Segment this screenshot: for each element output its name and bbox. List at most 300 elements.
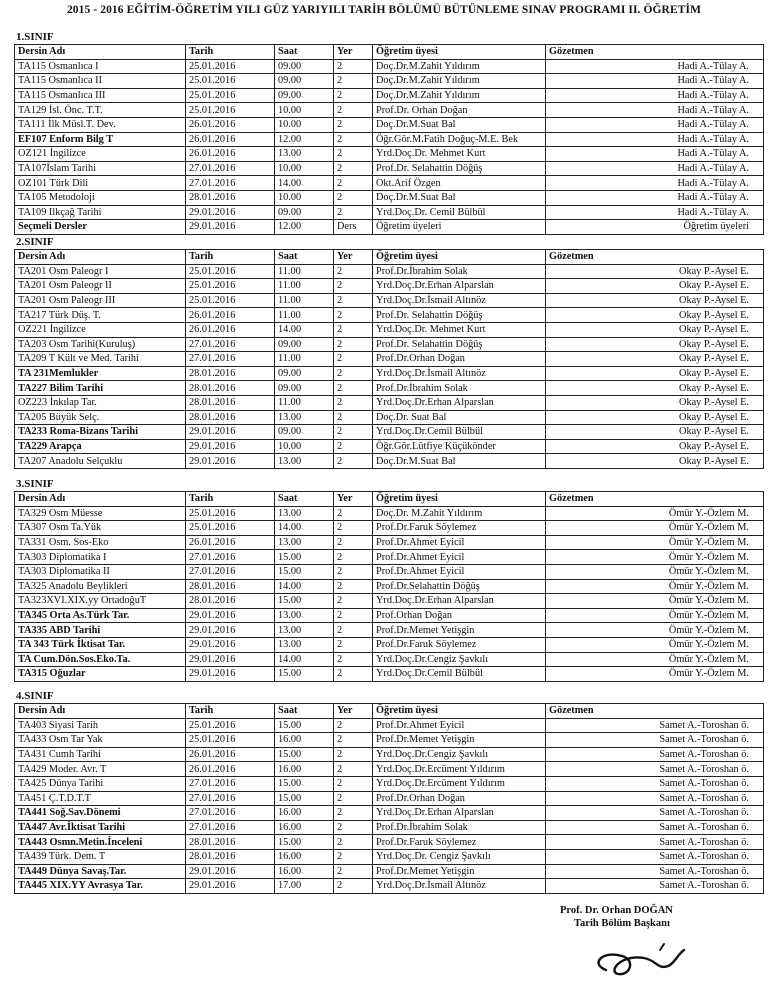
date-cell: 26.01.2016 [186, 322, 275, 337]
room-cell: 2 [334, 776, 373, 791]
date-cell: 26.01.2016 [186, 132, 275, 147]
room-cell: 2 [334, 103, 373, 118]
proctor-cell: Ömür Y.-Özlem M. [546, 652, 764, 667]
time-cell: 13.00 [275, 608, 334, 623]
time-cell: 14.00 [275, 652, 334, 667]
course-cell: TA105 Metodoloji [15, 190, 186, 205]
room-cell: 2 [334, 322, 373, 337]
date-cell: 27.01.2016 [186, 352, 275, 367]
room-cell: 2 [334, 835, 373, 850]
proctor-cell: Hadi A.-Tülay A. [546, 190, 764, 205]
room-cell: Ders [334, 220, 373, 235]
course-cell: Seçmeli Dersler [15, 220, 186, 235]
course-cell: TA201 Osm Paleogr III [15, 293, 186, 308]
column-header: Saat [275, 492, 334, 507]
table-row [15, 849, 764, 864]
instructor-cell: Prof.Dr.Orhan Doğan [373, 352, 546, 367]
table-row [15, 366, 764, 381]
schedule-table [14, 491, 764, 682]
time-cell: 11.00 [275, 395, 334, 410]
course-cell: TA323XVI.XIX.yy OrtadoğuT [15, 594, 186, 609]
proctor-cell: Ömür Y.-Özlem M. [546, 521, 764, 536]
section-3 [14, 478, 754, 682]
course-cell: TA201 Osm Paleogr II [15, 279, 186, 294]
proctor-cell: Okay P.-Aysel E. [546, 439, 764, 454]
date-cell: 26.01.2016 [186, 117, 275, 132]
proctor-cell: Samet A.-Toroshan ö. [546, 806, 764, 821]
table-row [15, 220, 764, 235]
date-cell: 27.01.2016 [186, 806, 275, 821]
instructor-cell: Prof.Dr.Memet Yetişgin [373, 733, 546, 748]
table-row [15, 594, 764, 609]
table-row [15, 439, 764, 454]
instructor-cell: Doç.Dr.M.Zahit Yıldırım [373, 88, 546, 103]
table-row [15, 864, 764, 879]
instructor-cell: Prof.Dr.Memet Yetişgin [373, 864, 546, 879]
course-cell: TA203 Osm Tarihi(Kuruluş) [15, 337, 186, 352]
instructor-cell: Yrd.Doç.Dr.Ercüment Yıldırım [373, 776, 546, 791]
proctor-cell: Okay P.-Aysel E. [546, 381, 764, 396]
date-cell: 25.01.2016 [186, 279, 275, 294]
section-label: 2.SINIF [16, 236, 54, 248]
proctor-cell: Öğretim üyeleri [546, 220, 764, 235]
room-cell: 2 [334, 439, 373, 454]
table-row [15, 59, 764, 74]
signature-block [560, 904, 690, 984]
schedule-table [14, 44, 764, 235]
table-row [15, 308, 764, 323]
proctor-cell: Hadi A.-Tülay A. [546, 88, 764, 103]
instructor-cell: Doç.Dr. Suat Bal [373, 410, 546, 425]
table-row [15, 506, 764, 521]
proctor-cell: Okay P.-Aysel E. [546, 366, 764, 381]
proctor-cell: Okay P.-Aysel E. [546, 425, 764, 440]
room-cell: 2 [334, 205, 373, 220]
course-cell: TA209 T Kült ve Med. Tarihi [15, 352, 186, 367]
room-cell: 2 [334, 176, 373, 191]
table-row [15, 147, 764, 162]
room-cell: 2 [334, 608, 373, 623]
proctor-cell: Hadi A.-Tülay A. [546, 59, 764, 74]
section-2 [14, 236, 754, 469]
table-row [15, 747, 764, 762]
course-cell: OZ121 İngilizce [15, 147, 186, 162]
proctor-cell: Hadi A.-Tülay A. [546, 117, 764, 132]
proctor-cell: Hadi A.-Tülay A. [546, 74, 764, 89]
instructor-cell: Prof.Dr. Selahattin Döğüş [373, 337, 546, 352]
table-row [15, 264, 764, 279]
course-cell: TA303 Diplomatika I [15, 550, 186, 565]
proctor-cell: Samet A.-Toroshan ö. [546, 879, 764, 894]
course-cell: TA Cum.Dön.Sos.Eko.Ta. [15, 652, 186, 667]
room-cell: 2 [334, 864, 373, 879]
date-cell: 28.01.2016 [186, 835, 275, 850]
time-cell: 09.00 [275, 381, 334, 396]
table-row [15, 425, 764, 440]
date-cell: 27.01.2016 [186, 161, 275, 176]
proctor-cell: Ömür Y.-Özlem M. [546, 579, 764, 594]
proctor-cell: Ömür Y.-Özlem M. [546, 608, 764, 623]
table-row [15, 161, 764, 176]
proctor-cell: Okay P.-Aysel E. [546, 279, 764, 294]
course-cell: TA429 Moder. Avr. T [15, 762, 186, 777]
time-cell: 13.00 [275, 623, 334, 638]
date-cell: 26.01.2016 [186, 762, 275, 777]
instructor-cell: Prof.Dr. Selahattin Döğüş [373, 308, 546, 323]
instructor-cell: Yrd.Doç.Dr. Cemil Bülbül [373, 205, 546, 220]
course-cell: EF107 Enform Bilg T [15, 132, 186, 147]
course-cell: TA441 Soğ.Sav.Dönemi [15, 806, 186, 821]
date-cell: 26.01.2016 [186, 535, 275, 550]
proctor-cell: Samet A.-Toroshan ö. [546, 718, 764, 733]
course-cell: TA449 Dünya Savaş.Tar. [15, 864, 186, 879]
instructor-cell: Prof.Dr.Ahmet Eyicil [373, 718, 546, 733]
room-cell: 2 [334, 352, 373, 367]
table-header-row [15, 704, 764, 719]
time-cell: 10.00 [275, 161, 334, 176]
column-header: Tarih [186, 45, 275, 60]
column-header: Yer [334, 492, 373, 507]
column-header: Öğretim üyesi [373, 45, 546, 60]
date-cell: 28.01.2016 [186, 366, 275, 381]
column-header: Saat [275, 704, 334, 719]
table-row [15, 820, 764, 835]
instructor-cell: Yrd.Doç.Dr. Cengiz Şavkılı [373, 849, 546, 864]
table-row [15, 176, 764, 191]
date-cell: 28.01.2016 [186, 594, 275, 609]
proctor-cell: Samet A.-Toroshan ö. [546, 820, 764, 835]
time-cell: 14.00 [275, 322, 334, 337]
signature-role: Tarih Bölüm Başkanı [574, 918, 670, 929]
instructor-cell: Prof.Dr. Orhan Doğan [373, 103, 546, 118]
table-row [15, 293, 764, 308]
time-cell: 16.00 [275, 849, 334, 864]
instructor-cell: Doç.Dr.M.Zahit Yıldırım [373, 74, 546, 89]
proctor-cell: Hadi A.-Tülay A. [546, 132, 764, 147]
instructor-cell: Yrd.Doç.Dr.Erhan Alparslan [373, 806, 546, 821]
proctor-cell: Ömür Y.-Özlem M. [546, 637, 764, 652]
table-row [15, 718, 764, 733]
date-cell: 25.01.2016 [186, 506, 275, 521]
course-cell: OZ221 İngilizce [15, 322, 186, 337]
instructor-cell: Doç.Dr.M.Suat Bal [373, 454, 546, 469]
column-header: Tarih [186, 704, 275, 719]
date-cell: 29.01.2016 [186, 608, 275, 623]
time-cell: 15.00 [275, 550, 334, 565]
room-cell: 2 [334, 395, 373, 410]
proctor-cell: Samet A.-Toroshan ö. [546, 849, 764, 864]
instructor-cell: Prof.Dr.Faruk Söylemez [373, 637, 546, 652]
time-cell: 15.00 [275, 776, 334, 791]
course-cell: TA207 Anadolu Selçuklu [15, 454, 186, 469]
date-cell: 29.01.2016 [186, 220, 275, 235]
course-cell: TA115 Osmanlıca I [15, 59, 186, 74]
room-cell: 2 [334, 652, 373, 667]
time-cell: 09.00 [275, 366, 334, 381]
table-row [15, 608, 764, 623]
instructor-cell: Yrd.Doç.Dr.Erhan Alparslan [373, 279, 546, 294]
course-cell: TA109 Ilkçağ Tarihi [15, 205, 186, 220]
time-cell: 16.00 [275, 806, 334, 821]
column-header: Öğretim üyesi [373, 250, 546, 265]
time-cell: 12.00 [275, 220, 334, 235]
time-cell: 14.00 [275, 521, 334, 536]
instructor-cell: Prof.Dr.İbrahim Solak [373, 264, 546, 279]
date-cell: 25.01.2016 [186, 718, 275, 733]
room-cell: 2 [334, 264, 373, 279]
course-cell: TA 343 Türk İktisat Tar. [15, 637, 186, 652]
course-cell: TA129 İsl. Önc. T.T. [15, 103, 186, 118]
instructor-cell: Yrd.Doç.Dr.İsmail Altınöz [373, 293, 546, 308]
time-cell: 09.00 [275, 425, 334, 440]
room-cell: 2 [334, 849, 373, 864]
proctor-cell: Okay P.-Aysel E. [546, 395, 764, 410]
time-cell: 13.00 [275, 506, 334, 521]
column-header: Dersin Adı [15, 45, 186, 60]
date-cell: 25.01.2016 [186, 59, 275, 74]
room-cell: 2 [334, 74, 373, 89]
date-cell: 29.01.2016 [186, 425, 275, 440]
column-header: Gözetmen [546, 250, 764, 265]
table-row [15, 205, 764, 220]
time-cell: 11.00 [275, 264, 334, 279]
date-cell: 29.01.2016 [186, 637, 275, 652]
table-row [15, 88, 764, 103]
time-cell: 15.00 [275, 791, 334, 806]
table-header-row [15, 45, 764, 60]
column-header: Öğretim üyesi [373, 704, 546, 719]
table-row [15, 791, 764, 806]
time-cell: 11.00 [275, 279, 334, 294]
room-cell: 2 [334, 279, 373, 294]
column-header: Yer [334, 45, 373, 60]
date-cell: 28.01.2016 [186, 190, 275, 205]
time-cell: 09.00 [275, 59, 334, 74]
room-cell: 2 [334, 667, 373, 682]
course-cell: TA451 Ç.T.D.T.T [15, 791, 186, 806]
course-cell: TA335 ABD Tarihi [15, 623, 186, 638]
table-header-row [15, 250, 764, 265]
date-cell: 25.01.2016 [186, 88, 275, 103]
proctor-cell: Ömür Y.-Özlem M. [546, 550, 764, 565]
proctor-cell: Okay P.-Aysel E. [546, 322, 764, 337]
course-cell: TA229 Arapça [15, 439, 186, 454]
proctor-cell: Okay P.-Aysel E. [546, 308, 764, 323]
date-cell: 29.01.2016 [186, 439, 275, 454]
instructor-cell: Yrd.Doç.Dr.Cemil Bülbül [373, 425, 546, 440]
proctor-cell: Okay P.-Aysel E. [546, 293, 764, 308]
date-cell: 26.01.2016 [186, 308, 275, 323]
course-cell: TA107İslam Tarihi [15, 161, 186, 176]
course-cell: TA325 Anadolu Beylikleri [15, 579, 186, 594]
room-cell: 2 [334, 791, 373, 806]
time-cell: 16.00 [275, 864, 334, 879]
time-cell: 11.00 [275, 352, 334, 367]
room-cell: 2 [334, 161, 373, 176]
instructor-cell: Prof.Dr. Selahattin Döğüş [373, 161, 546, 176]
instructor-cell: Prof.Dr.Memet Yetişgin [373, 623, 546, 638]
proctor-cell: Samet A.-Toroshan ö. [546, 791, 764, 806]
time-cell: 16.00 [275, 733, 334, 748]
room-cell: 2 [334, 564, 373, 579]
table-row [15, 762, 764, 777]
instructor-cell: Prof.Orhan Doğan [373, 608, 546, 623]
date-cell: 27.01.2016 [186, 820, 275, 835]
instructor-cell: Doç.Dr.M.Suat Bal [373, 117, 546, 132]
column-header: Saat [275, 45, 334, 60]
room-cell: 2 [334, 535, 373, 550]
handwritten-signature-icon [560, 940, 690, 984]
instructor-cell: Prof.Dr.Ahmet Eyicil [373, 550, 546, 565]
course-cell: TA403 Siyasi Tarih [15, 718, 186, 733]
column-header: Dersin Adı [15, 492, 186, 507]
page-title: 2015 - 2016 EĞİTİM-ÖĞRETİM YILI GÜZ YARIYILI TARİH BÖLÜMÜ BÜTÜNLEME SINAV PROGRAMI II. ÖĞRETİM [66, 4, 702, 16]
date-cell: 25.01.2016 [186, 74, 275, 89]
instructor-cell: Prof.Dr.Selahattin Döğüş [373, 579, 546, 594]
column-header: Yer [334, 250, 373, 265]
room-cell: 2 [334, 637, 373, 652]
column-header: Gözetmen [546, 45, 764, 60]
course-cell: TA303 Diplomatika II [15, 564, 186, 579]
proctor-cell: Okay P.-Aysel E. [546, 454, 764, 469]
table-row [15, 74, 764, 89]
time-cell: 09.00 [275, 74, 334, 89]
proctor-cell: Samet A.-Toroshan ö. [546, 747, 764, 762]
course-cell: TA443 Osmn.Metin.İnceleni [15, 835, 186, 850]
time-cell: 14.00 [275, 176, 334, 191]
signature-name: Prof. Dr. Orhan DOĞAN [560, 905, 673, 916]
course-cell: TA201 Osm Paleogr I [15, 264, 186, 279]
proctor-cell: Samet A.-Toroshan ö. [546, 776, 764, 791]
instructor-cell: Doç.Dr.M.Suat Bal [373, 190, 546, 205]
course-cell: TA115 Osmanlıca II [15, 74, 186, 89]
room-cell: 2 [334, 521, 373, 536]
date-cell: 28.01.2016 [186, 395, 275, 410]
proctor-cell: Okay P.-Aysel E. [546, 264, 764, 279]
proctor-cell: Samet A.-Toroshan ö. [546, 835, 764, 850]
proctor-cell: Hadi A.-Tülay A. [546, 103, 764, 118]
instructor-cell: Yrd.Doç.Dr. Mehmet Kurt [373, 322, 546, 337]
column-header: Gözetmen [546, 492, 764, 507]
room-cell: 2 [334, 879, 373, 894]
table-row [15, 733, 764, 748]
section-label: 1.SINIF [16, 31, 54, 43]
instructor-cell: Yrd.Doç.Dr.İsmail Altınöz [373, 879, 546, 894]
date-cell: 28.01.2016 [186, 410, 275, 425]
instructor-cell: Yrd.Doç.Dr.Cemil Bülbül [373, 667, 546, 682]
instructor-cell: Prof.Dr.Faruk Söylemez [373, 835, 546, 850]
table-row [15, 103, 764, 118]
column-header: Saat [275, 250, 334, 265]
proctor-cell: Okay P.-Aysel E. [546, 410, 764, 425]
time-cell: 15.00 [275, 718, 334, 733]
course-cell: TA227 Bilim Tarihi [15, 381, 186, 396]
table-row [15, 579, 764, 594]
course-cell: TA345 Orta As.Türk Tar. [15, 608, 186, 623]
instructor-cell: Prof.Dr.Ahmet Eyicil [373, 564, 546, 579]
section-1 [14, 31, 754, 235]
room-cell: 2 [334, 88, 373, 103]
time-cell: 13.00 [275, 454, 334, 469]
time-cell: 09.00 [275, 205, 334, 220]
column-header: Gözetmen [546, 704, 764, 719]
room-cell: 2 [334, 454, 373, 469]
instructor-cell: Prof.Dr.İbrahim Solak [373, 381, 546, 396]
date-cell: 29.01.2016 [186, 205, 275, 220]
proctor-cell: Okay P.-Aysel E. [546, 337, 764, 352]
time-cell: 15.00 [275, 747, 334, 762]
time-cell: 10.00 [275, 190, 334, 205]
date-cell: 27.01.2016 [186, 564, 275, 579]
instructor-cell: Doç.Dr. M.Zahit Yıldırım [373, 506, 546, 521]
table-row [15, 279, 764, 294]
table-header-row [15, 492, 764, 507]
instructor-cell: Yrd.Doç.Dr.İsmail Altınöz [373, 366, 546, 381]
instructor-cell: Yrd.Doç.Dr. Mehmet Kurt [373, 147, 546, 162]
table-row [15, 454, 764, 469]
proctor-cell: Ömür Y.-Özlem M. [546, 667, 764, 682]
section-label: 3.SINIF [16, 478, 54, 490]
instructor-cell: Öğr.Gör.Lütfiye Küçükönder [373, 439, 546, 454]
course-cell: TA329 Osm Müesse [15, 506, 186, 521]
date-cell: 27.01.2016 [186, 176, 275, 191]
time-cell: 10.00 [275, 103, 334, 118]
course-cell: OZ101 Türk Dili [15, 176, 186, 191]
instructor-cell: Prof.Dr.Orhan Doğan [373, 791, 546, 806]
room-cell: 2 [334, 747, 373, 762]
course-cell: TA111 İlk Müsl.T. Dev. [15, 117, 186, 132]
table-row [15, 322, 764, 337]
proctor-cell: Hadi A.-Tülay A. [546, 161, 764, 176]
date-cell: 29.01.2016 [186, 667, 275, 682]
proctor-cell: Ömür Y.-Özlem M. [546, 623, 764, 638]
instructor-cell: Yrd.Doç.Dr.Erhan Alparslan [373, 395, 546, 410]
instructor-cell: Okt.Arif Özgen [373, 176, 546, 191]
room-cell: 2 [334, 425, 373, 440]
date-cell: 28.01.2016 [186, 849, 275, 864]
course-cell: TA425 Dünya Tarihi [15, 776, 186, 791]
course-cell: TA331 Osm. Sos-Eko [15, 535, 186, 550]
time-cell: 15.00 [275, 667, 334, 682]
course-cell: TA307 Osm Ta.Yük [15, 521, 186, 536]
proctor-cell: Ömür Y.-Özlem M. [546, 564, 764, 579]
column-header: Tarih [186, 492, 275, 507]
date-cell: 29.01.2016 [186, 623, 275, 638]
table-row [15, 337, 764, 352]
time-cell: 15.00 [275, 835, 334, 850]
room-cell: 2 [334, 381, 373, 396]
table-row [15, 806, 764, 821]
course-cell: TA315 Oğuzlar [15, 667, 186, 682]
section-4 [14, 690, 754, 894]
course-cell: TA205 Büyük Selç. [15, 410, 186, 425]
table-row [15, 667, 764, 682]
room-cell: 2 [334, 594, 373, 609]
table-row [15, 117, 764, 132]
instructor-cell: Öğretim üyeleri [373, 220, 546, 235]
time-cell: 13.00 [275, 410, 334, 425]
table-row [15, 652, 764, 667]
course-cell: TA433 Osm Tar Yak [15, 733, 186, 748]
course-cell: TA445 XIX.YY Avrasya Tar. [15, 879, 186, 894]
room-cell: 2 [334, 337, 373, 352]
schedule-table [14, 703, 764, 894]
column-header: Dersin Adı [15, 704, 186, 719]
table-row [15, 879, 764, 894]
room-cell: 2 [334, 117, 373, 132]
room-cell: 2 [334, 59, 373, 74]
time-cell: 10.00 [275, 439, 334, 454]
